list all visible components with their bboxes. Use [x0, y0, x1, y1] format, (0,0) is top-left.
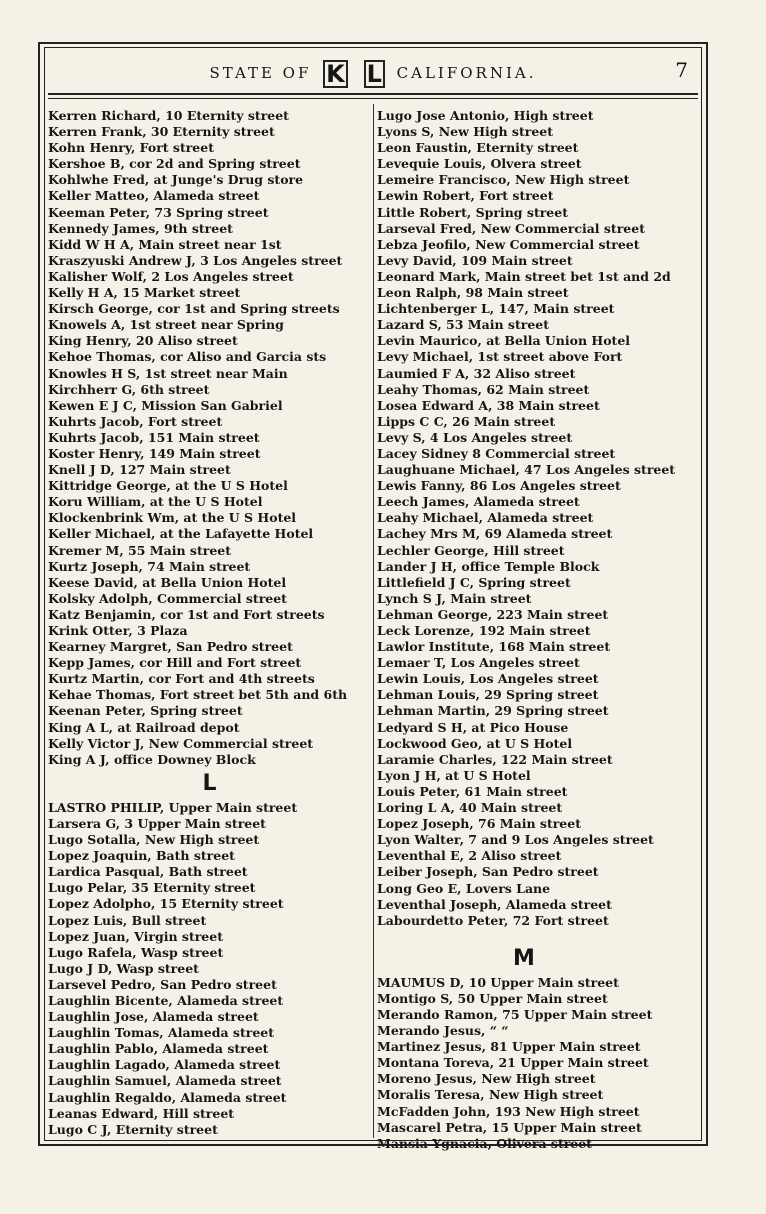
directory-entry: Kelly H A, 15 Market street [48, 285, 241, 301]
directory-entry: Merando Jesus, “ “ [377, 1023, 509, 1039]
directory-entry: Larseval Fred, New Commercial street [377, 220, 645, 236]
directory-entry: Lockwood Geo, at U S Hotel [377, 735, 573, 751]
directory-entry: Long Geo E, Lovers Lane [377, 880, 551, 896]
directory-entry: Keller Michael, at the Lafayette Hotel [48, 526, 314, 542]
directory-entry: Kurtz Joseph, 74 Main street [48, 558, 251, 574]
directory-entry: King Henry, 20 Aliso street [48, 333, 238, 349]
directory-entry: Krink Otter, 3 Plaza [48, 623, 188, 638]
directory-entry: Knowles H S, 1st street near Main [48, 365, 288, 381]
directory-entry: Lugo Sotalla, New High street [48, 832, 260, 848]
directory-entry: Kuhrts Jacob, Fort street [48, 413, 223, 429]
directory-entry: Leonard Mark, Main street bet 1st and 2d [377, 268, 671, 284]
directory-entry: Lewin Robert, Fort street [377, 188, 554, 204]
directory-entry: Leiber Joseph, San Pedro street [377, 864, 599, 880]
directory-entry: Lugo J D, Wasp street [48, 960, 199, 976]
directory-entry: Martinez Jesus, 81 Upper Main street [377, 1039, 641, 1055]
m-entries-list [377, 975, 700, 1152]
right-column [377, 108, 700, 1152]
directory-entry: Lander J H, office Temple Block [377, 558, 600, 574]
directory-entry: Kearney Margret, San Pedro street [48, 639, 293, 655]
left-column [48, 108, 371, 1138]
directory-entry: Keeman Peter, 73 Spring street [48, 204, 269, 220]
directory-entry: Lugo Jose Antonio, High street [377, 108, 594, 123]
section-heading-m: M [513, 945, 535, 971]
directory-entry: Laumied F A, 32 Aliso street [377, 365, 576, 381]
directory-entry: Lipps C C, 26 Main street [377, 413, 556, 429]
directory-entry: Lawlor Institute, 168 Main street [377, 639, 611, 655]
section-gap [377, 929, 700, 943]
directory-entry: Levin Maurico, at Bella Union Hotel [377, 333, 631, 349]
directory-entry: LASTRO PHILIP, Upper Main street [48, 799, 298, 815]
directory-entry: Littlefield J C, Spring street [377, 574, 571, 590]
directory-entry: Leck Lorenze, 192 Main street [377, 623, 591, 638]
directory-entry: Laughlin Tomas, Alameda street [48, 1025, 275, 1041]
directory-entry: King A L, at Railroad depot [48, 719, 240, 735]
directory-entry: Lyons S, New High street [377, 124, 554, 140]
directory-entry: Laughlin Lagado, Alameda street [48, 1057, 281, 1073]
directory-entry: Lehman George, 223 Main street [377, 606, 609, 622]
directory-entry: Klockenbrink Wm, at the U S Hotel [48, 510, 297, 526]
directory-entry: MAUMUS D, 10 Upper Main street [377, 974, 619, 990]
directory-entry: Mansia Ygnacia, Olivera street [377, 1135, 592, 1151]
directory-entry: Leahy Thomas, 62 Main street [377, 381, 590, 397]
directory-entry: Laughlin Samuel, Alameda street [48, 1073, 282, 1089]
directory-entry: Katz Benjamin, cor 1st and Fort streets [48, 606, 325, 622]
directory-entry: Koster Henry, 149 Main street [48, 445, 261, 461]
state-of-label: STATE OF [209, 64, 312, 82]
letter-l-box: L [364, 60, 385, 88]
directory-entry: Leahy Michael, Alameda street [377, 510, 594, 526]
directory-entry: Moralis Teresa, New High street [377, 1087, 604, 1103]
directory-entry: Knowels A, 1st street near Spring [48, 317, 284, 333]
directory-entry: Montigo S, 50 Upper Main street [377, 990, 608, 1006]
directory-entry: Lopez Juan, Virgin street [48, 928, 223, 944]
header-rule-thick [48, 93, 698, 95]
directory-entry: Laramie Charles, 122 Main street [377, 751, 613, 767]
directory-entry: Leventhal Joseph, Alameda street [377, 896, 612, 912]
directory-entry: Lopez Joaquin, Bath street [48, 848, 235, 864]
directory-entry: Lardica Pasqual, Bath street [48, 864, 248, 880]
directory-entry: Lechler George, Hill street [377, 542, 565, 558]
l-entries-list-continued [377, 108, 700, 929]
directory-entry: Kirchherr G, 6th street [48, 381, 210, 397]
directory-entry: McFadden John, 193 New High street [377, 1103, 640, 1119]
directory-entry: Leventhal E, 2 Aliso street [377, 848, 562, 864]
directory-entry: Kuhrts Jacob, 151 Main street [48, 429, 260, 445]
directory-entry: Kelly Victor J, New Commercial street [48, 735, 314, 751]
directory-entry: Louis Peter, 61 Main street [377, 783, 568, 799]
directory-entry: Lacey Sidney 8 Commercial street [377, 445, 616, 461]
directory-entry: Lebza Jeofilo, New Commercial street [377, 236, 640, 252]
directory-entry: Lemeire Francisco, New High street [377, 172, 630, 188]
directory-entry: Lugo Rafela, Wasp street [48, 944, 224, 960]
directory-entry: Lazard S, 53 Main street [377, 317, 549, 333]
directory-entry: Laughlin Jose, Alameda street [48, 1009, 259, 1025]
header-rule-thin [48, 98, 698, 99]
page-number: 7 [675, 58, 688, 82]
directory-entry: Larsevel Pedro, San Pedro street [48, 976, 277, 992]
directory-entry: Kraszyuski Andrew J, 3 Los Angeles street [48, 252, 343, 268]
directory-entry: Lewis Fanny, 86 Los Angeles street [377, 478, 621, 494]
directory-entry: Lugo C J, Eternity street [48, 1121, 218, 1137]
directory-entry: Kehoe Thomas, cor Aliso and Garcia sts [48, 349, 327, 365]
directory-entry: Larsera G, 3 Upper Main street [48, 815, 266, 831]
directory-entry: Lopez Luis, Bull street [48, 912, 207, 928]
directory-entry: Laughuane Michael, 47 Los Angeles street [377, 462, 676, 478]
directory-entry: Kennedy James, 9th street [48, 220, 233, 236]
letter-k-box: K [323, 60, 348, 88]
directory-entry: Lichtenberger L, 147, Main street [377, 301, 615, 317]
directory-entry: Kolsky Adolph, Commercial street [48, 590, 287, 606]
page-header [44, 56, 702, 92]
directory-entry: Loring L A, 40 Main street [377, 800, 563, 816]
directory-entry: Lehman Martin, 29 Spring street [377, 703, 609, 719]
directory-entry: Levy S, 4 Los Angeles street [377, 429, 573, 445]
directory-entry: Labourdetto Peter, 72 Fort street [377, 912, 609, 928]
directory-entry: Keese David, at Bella Union Hotel [48, 574, 287, 590]
directory-entry: Lugo Pelar, 35 Eternity street [48, 880, 256, 896]
directory-entry: Losea Edward A, 38 Main street [377, 397, 600, 413]
directory-entry: Knell J D, 127 Main street [48, 462, 231, 478]
directory-entry: Kerren Frank, 30 Eternity street [48, 124, 275, 140]
directory-entry: Kerren Richard, 10 Eternity street [48, 108, 289, 123]
directory-entry: Keller Matteo, Alameda street [48, 188, 260, 204]
directory-entry: Kremer M, 55 Main street [48, 542, 232, 558]
directory-entry: King A J, office Downey Block [48, 751, 256, 767]
directory-entry: Levequie Louis, Olvera street [377, 156, 582, 172]
directory-entry: Levy David, 109 Main street [377, 252, 573, 268]
directory-entry: Kewen E J C, Mission San Gabriel [48, 397, 283, 413]
column-divider [373, 104, 374, 1138]
l-entries-list [48, 800, 371, 1138]
directory-entry: Keenan Peter, Spring street [48, 703, 243, 719]
running-title [44, 60, 702, 88]
directory-entry: Moreno Jesus, New High street [377, 1071, 596, 1087]
directory-entry: Lyon Walter, 7 and 9 Los Angeles street [377, 832, 654, 848]
directory-entry: Laughlin Regaldo, Alameda street [48, 1089, 287, 1105]
directory-entry: Lynch S J, Main street [377, 590, 532, 606]
directory-entry: Kalisher Wolf, 2 Los Angeles street [48, 268, 294, 284]
directory-entry: Koru William, at the U S Hotel [48, 494, 263, 510]
directory-entry: Kepp James, cor Hill and Fort street [48, 655, 302, 671]
directory-entry: Kidd W H A, Main street near 1st [48, 236, 282, 252]
directory-entry: Kohlwhe Fred, at Junge's Drug store [48, 172, 304, 188]
directory-entry: Kershoe B, cor 2d and Spring street [48, 156, 301, 172]
directory-entry: Kehae Thomas, Fort street bet 5th and 6th [48, 687, 348, 703]
directory-entry: Laughlin Pablo, Alameda street [48, 1041, 269, 1057]
directory-entry: Kittridge George, at the U S Hotel [48, 478, 288, 494]
directory-entry: Leon Ralph, 98 Main street [377, 285, 569, 301]
directory-entry: Lyon J H, at U S Hotel [377, 767, 531, 783]
k-entries-list [48, 108, 371, 768]
directory-entry: Lopez Adolpho, 15 Eternity street [48, 896, 284, 912]
directory-entry: Lemaer T, Los Angeles street [377, 655, 580, 671]
directory-entry: Kurtz Martin, cor Fort and 4th streets [48, 671, 315, 687]
directory-entry: Lachey Mrs M, 69 Alameda street [377, 526, 613, 542]
directory-entry: Kohn Henry, Fort street [48, 140, 214, 156]
directory-entry: Kirsch George, cor 1st and Spring streets [48, 301, 340, 317]
directory-entry: Merando Ramon, 75 Upper Main street [377, 1006, 653, 1022]
directory-entry: Levy Michael, 1st street above Fort [377, 349, 623, 365]
directory-entry: Leech James, Alameda street [377, 494, 580, 510]
section-heading-l: L [202, 770, 217, 796]
directory-entry: Ledyard S H, at Pico House [377, 719, 569, 735]
directory-entry: Lehman Louis, 29 Spring street [377, 687, 599, 703]
directory-entry: Laughlin Bicente, Alameda street [48, 992, 284, 1008]
directory-entry: Lewin Louis, Los Angeles street [377, 671, 599, 687]
directory-entry: Lopez Joseph, 76 Main street [377, 816, 581, 832]
directory-entry: Mascarel Petra, 15 Upper Main street [377, 1119, 642, 1135]
directory-entry: Leanas Edward, Hill street [48, 1105, 235, 1121]
directory-entry: Little Robert, Spring street [377, 204, 568, 220]
california-label: CALIFORNIA. [396, 64, 537, 82]
directory-entry: Leon Faustin, Eternity street [377, 140, 579, 156]
directory-entry: Montana Toreva, 21 Upper Main street [377, 1055, 649, 1071]
